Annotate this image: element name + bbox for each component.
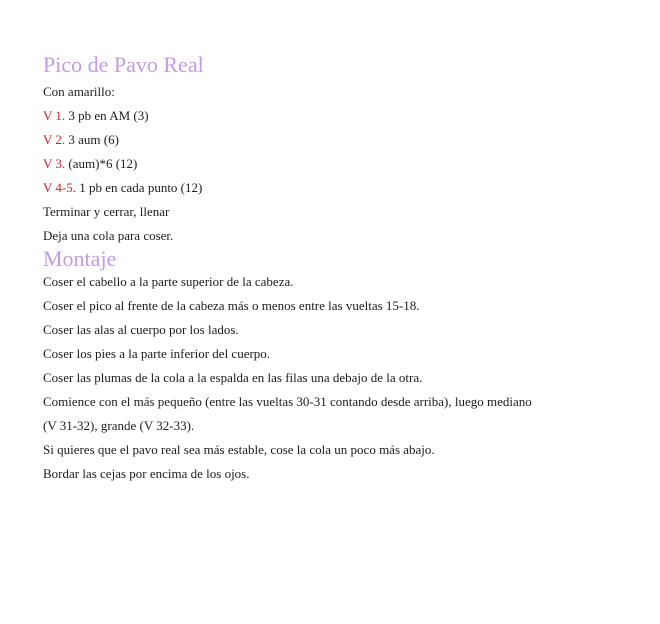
round-row [43,128,643,152]
assembly-step: (V 31-32), grande (V 32-33). [43,418,195,433]
assembly-step: Comience con el más pequeño (entre las vueltas 30-31 contando desde arriba), luego mediano [43,394,532,409]
peak-intro: Con amarillo: [43,84,115,99]
peak-section-title: Pico de Pavo Real [43,52,204,77]
finish-instruction: Terminar y cerrar, llenar [43,204,170,219]
pattern-page [43,52,643,486]
assembly-step: Si quieres que el pavo real sea más estable, cose la cola un poco más abajo. [43,442,435,457]
round-row [43,176,643,200]
round-label: V 3. [43,156,66,171]
round-label: V 2. [43,132,66,147]
assembly-step: Coser el pico al frente de la cabeza más o menos entre las vueltas 15-18. [43,298,420,313]
round-text: 1 pb en cada punto (12) [75,180,203,195]
assembly-step: Coser las alas al cuerpo por los lados. [43,322,239,337]
round-text: (aum)*6 (12) [65,156,138,171]
assembly-section-title: Montaje [43,246,117,271]
assembly-step: Coser el cabello a la parte superior de la cabeza. [43,274,294,289]
round-row [43,104,643,128]
round-text: 3 pb en AM (3) [65,108,149,123]
assembly-step: Coser los pies a la parte inferior del cuerpo. [43,346,271,361]
round-row [43,152,643,176]
round-label: V 4-5. [43,180,76,195]
round-label: V 1. [43,108,66,123]
tail-note: Deja una cola para coser. [43,228,174,243]
round-text: 3 aum (6) [65,132,119,147]
assembly-step: Coser las plumas de la cola a la espalda en las filas una debajo de la otra. [43,370,423,385]
assembly-step: Bordar las cejas por encima de los ojos. [43,466,250,481]
